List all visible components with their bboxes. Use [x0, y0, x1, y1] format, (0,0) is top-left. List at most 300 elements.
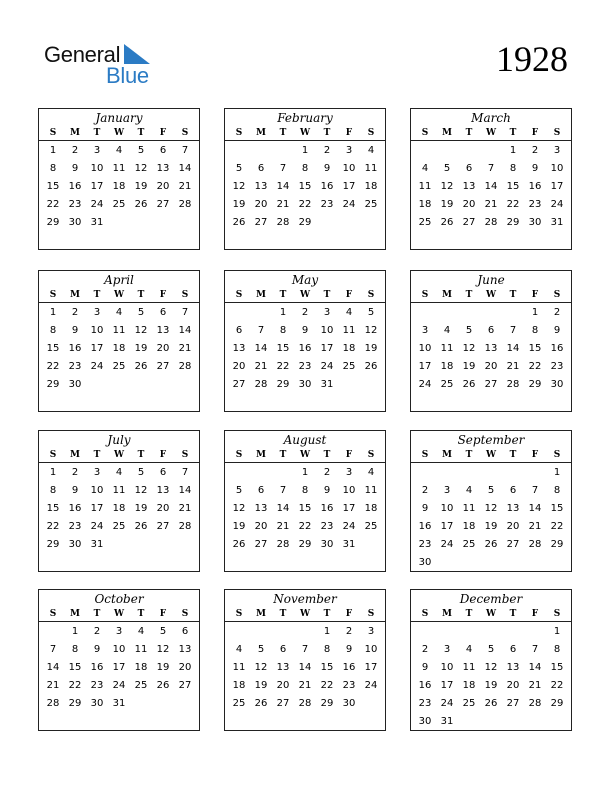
weekday-label: S [553, 128, 561, 138]
day-cell: 11 [462, 503, 476, 514]
logo-text-blue: Blue [106, 63, 149, 88]
empty-cell [524, 623, 546, 641]
day-cell: 9 [93, 644, 101, 655]
day-cell: 10 [90, 325, 104, 336]
day-cell: 14 [178, 325, 192, 336]
day-cell: 15 [320, 662, 334, 673]
weekday-label: M [256, 128, 266, 138]
day-cell: 5 [487, 644, 495, 655]
day-cell: 31 [90, 217, 104, 228]
empty-cell [250, 623, 272, 641]
empty-cell [458, 304, 480, 322]
day-cell: 20 [178, 662, 192, 673]
day-cell: 26 [134, 361, 148, 372]
day-cell: 22 [550, 521, 564, 532]
day-cell: 19 [156, 662, 170, 673]
day-cell: 9 [71, 485, 79, 496]
day-cell: 25 [462, 539, 476, 550]
day-cell: 27 [462, 217, 476, 228]
day-cell: 19 [440, 199, 454, 210]
month-april [38, 270, 200, 412]
day-cell: 19 [232, 521, 246, 532]
day-cell: 26 [232, 217, 246, 228]
day-cell: 9 [323, 485, 331, 496]
day-cell: 16 [68, 343, 82, 354]
day-cell: 13 [254, 181, 268, 192]
day-cell: 6 [465, 163, 473, 174]
weekday-label: T [509, 609, 517, 619]
empty-cell [250, 464, 272, 482]
weekday-label: T [465, 128, 473, 138]
day-cell: 11 [112, 163, 126, 174]
empty-cell [502, 623, 524, 641]
day-cell: 23 [418, 698, 432, 709]
day-cell: 26 [134, 199, 148, 210]
day-cell: 1 [279, 307, 287, 318]
weekday-label: F [345, 128, 353, 138]
day-grid [39, 303, 199, 394]
day-cell: 4 [443, 325, 451, 336]
day-cell: 1 [301, 145, 309, 156]
weekday-header [225, 126, 385, 141]
day-cell: 2 [421, 485, 429, 496]
day-grid [411, 622, 571, 731]
day-cell: 12 [484, 662, 498, 673]
day-cell: 11 [364, 485, 378, 496]
day-cell: 14 [178, 163, 192, 174]
month-name: July [107, 433, 131, 447]
empty-cell [480, 623, 502, 641]
weekday-label: F [531, 609, 539, 619]
day-cell: 23 [68, 361, 82, 372]
day-cell: 4 [235, 644, 243, 655]
day-cell: 1 [553, 626, 561, 637]
day-cell: 17 [440, 680, 454, 691]
day-cell: 4 [137, 626, 145, 637]
day-cell: 24 [550, 199, 564, 210]
day-cell: 10 [364, 644, 378, 655]
day-cell: 22 [46, 199, 60, 210]
day-cell: 19 [484, 521, 498, 532]
day-cell: 16 [298, 343, 312, 354]
weekday-label: W [299, 450, 311, 460]
month-november [224, 589, 386, 731]
day-cell: 25 [112, 521, 126, 532]
day-cell: 26 [440, 217, 454, 228]
day-cell: 21 [178, 181, 192, 192]
day-cell: 8 [49, 485, 57, 496]
weekday-label: M [256, 609, 266, 619]
weekday-label: T [465, 290, 473, 300]
empty-cell [228, 464, 250, 482]
empty-cell [458, 464, 480, 482]
day-cell: 3 [323, 307, 331, 318]
weekday-label: T [509, 128, 517, 138]
day-cell: 2 [323, 467, 331, 478]
weekday-label: F [345, 609, 353, 619]
day-cell: 15 [506, 181, 520, 192]
day-cell: 30 [418, 557, 432, 568]
day-grid [225, 622, 385, 713]
day-cell: 29 [550, 539, 564, 550]
day-cell: 20 [254, 521, 268, 532]
month-march [410, 108, 572, 250]
day-cell: 2 [531, 145, 539, 156]
weekday-label: T [323, 128, 331, 138]
day-cell: 1 [509, 145, 517, 156]
day-cell: 18 [418, 199, 432, 210]
day-cell: 26 [364, 361, 378, 372]
day-cell: 9 [71, 325, 79, 336]
day-cell: 23 [418, 539, 432, 550]
day-cell: 15 [46, 503, 60, 514]
day-cell: 18 [112, 503, 126, 514]
day-cell: 23 [550, 361, 564, 372]
day-cell: 24 [90, 521, 104, 532]
empty-cell [272, 142, 294, 160]
day-cell: 5 [235, 163, 243, 174]
month-august [224, 430, 386, 572]
day-cell: 25 [364, 521, 378, 532]
day-cell: 24 [440, 698, 454, 709]
day-cell: 14 [506, 343, 520, 354]
day-cell: 8 [279, 325, 287, 336]
day-cell: 7 [257, 325, 265, 336]
weekday-label: S [49, 609, 57, 619]
day-cell: 30 [418, 716, 432, 727]
day-cell: 12 [156, 644, 170, 655]
day-cell: 23 [298, 361, 312, 372]
day-cell: 17 [90, 181, 104, 192]
day-cell: 1 [71, 626, 79, 637]
month-october [38, 589, 200, 731]
day-grid [39, 463, 199, 554]
weekday-label: S [181, 450, 189, 460]
day-cell: 18 [462, 680, 476, 691]
empty-cell [272, 464, 294, 482]
day-cell: 18 [364, 181, 378, 192]
day-cell: 1 [49, 307, 57, 318]
day-cell: 13 [232, 343, 246, 354]
empty-cell [458, 623, 480, 641]
day-cell: 21 [178, 343, 192, 354]
weekday-label: S [235, 128, 243, 138]
day-cell: 6 [279, 644, 287, 655]
month-june [410, 270, 572, 412]
day-cell: 23 [90, 680, 104, 691]
day-cell: 6 [509, 485, 517, 496]
day-cell: 7 [181, 145, 189, 156]
weekday-label: W [485, 290, 497, 300]
day-cell: 1 [49, 145, 57, 156]
day-cell: 29 [506, 217, 520, 228]
day-cell: 24 [418, 379, 432, 390]
day-cell: 22 [68, 680, 82, 691]
day-cell: 29 [276, 379, 290, 390]
day-cell: 10 [90, 163, 104, 174]
day-cell: 13 [156, 485, 170, 496]
day-cell: 5 [159, 626, 167, 637]
weekday-header [225, 607, 385, 622]
logo-text-general: General [44, 42, 121, 67]
day-cell: 29 [320, 698, 334, 709]
day-cell: 10 [342, 163, 356, 174]
day-cell: 30 [550, 379, 564, 390]
weekday-label: T [509, 290, 517, 300]
weekday-label: T [137, 290, 145, 300]
weekday-header [411, 607, 571, 622]
day-cell: 17 [112, 662, 126, 673]
day-cell: 28 [528, 539, 542, 550]
day-cell: 16 [528, 181, 542, 192]
day-cell: 2 [323, 145, 331, 156]
day-cell: 18 [440, 361, 454, 372]
weekday-label: T [465, 450, 473, 460]
day-cell: 7 [301, 644, 309, 655]
day-cell: 26 [484, 698, 498, 709]
day-cell: 13 [276, 662, 290, 673]
weekday-label: F [159, 128, 167, 138]
day-cell: 19 [484, 680, 498, 691]
day-cell: 11 [462, 662, 476, 673]
day-cell: 12 [484, 503, 498, 514]
logo-triangle-icon [124, 44, 150, 64]
day-cell: 20 [156, 503, 170, 514]
day-cell: 3 [345, 145, 353, 156]
weekday-label: T [279, 609, 287, 619]
empty-cell [524, 464, 546, 482]
day-cell: 31 [320, 379, 334, 390]
day-cell: 21 [506, 361, 520, 372]
day-cell: 8 [71, 644, 79, 655]
day-grid [39, 141, 199, 232]
day-cell: 6 [159, 467, 167, 478]
day-cell: 6 [235, 325, 243, 336]
day-cell: 12 [134, 163, 148, 174]
day-cell: 24 [112, 680, 126, 691]
day-cell: 28 [178, 521, 192, 532]
empty-cell [228, 623, 250, 641]
day-cell: 19 [134, 503, 148, 514]
weekday-label: S [49, 290, 57, 300]
month-december [410, 589, 572, 731]
day-cell: 9 [323, 163, 331, 174]
day-cell: 27 [178, 680, 192, 691]
weekday-header [39, 126, 199, 141]
day-cell: 19 [134, 181, 148, 192]
weekday-label: S [421, 290, 429, 300]
weekday-label: S [235, 450, 243, 460]
weekday-label: T [137, 450, 145, 460]
day-cell: 5 [257, 644, 265, 655]
day-cell: 13 [462, 181, 476, 192]
empty-cell [502, 464, 524, 482]
day-cell: 11 [364, 163, 378, 174]
weekday-label: S [367, 290, 375, 300]
day-cell: 16 [320, 503, 334, 514]
day-cell: 11 [112, 325, 126, 336]
day-cell: 9 [531, 163, 539, 174]
day-cell: 21 [254, 361, 268, 372]
day-cell: 22 [506, 199, 520, 210]
day-cell: 29 [46, 379, 60, 390]
day-cell: 10 [90, 485, 104, 496]
empty-cell [436, 623, 458, 641]
weekday-label: M [442, 609, 452, 619]
day-cell: 20 [232, 361, 246, 372]
day-cell: 6 [509, 644, 517, 655]
empty-cell [414, 304, 436, 322]
day-cell: 26 [462, 379, 476, 390]
day-cell: 30 [298, 379, 312, 390]
weekday-label: T [137, 609, 145, 619]
day-cell: 28 [506, 379, 520, 390]
day-cell: 3 [93, 145, 101, 156]
weekday-label: M [70, 128, 80, 138]
day-cell: 4 [345, 307, 353, 318]
day-cell: 9 [421, 503, 429, 514]
day-cell: 9 [301, 325, 309, 336]
day-cell: 9 [553, 325, 561, 336]
day-cell: 25 [342, 361, 356, 372]
weekday-label: W [299, 290, 311, 300]
day-cell: 7 [531, 485, 539, 496]
weekday-label: T [323, 290, 331, 300]
day-cell: 21 [46, 680, 60, 691]
day-cell: 30 [68, 217, 82, 228]
weekday-label: W [113, 128, 125, 138]
weekday-label: S [421, 450, 429, 460]
weekday-label: M [70, 450, 80, 460]
empty-cell [480, 464, 502, 482]
day-cell: 25 [112, 361, 126, 372]
weekday-label: S [49, 450, 57, 460]
day-cell: 2 [301, 307, 309, 318]
month-september [410, 430, 572, 572]
day-cell: 17 [90, 503, 104, 514]
weekday-label: S [181, 609, 189, 619]
weekday-label: M [442, 290, 452, 300]
day-cell: 13 [156, 325, 170, 336]
day-cell: 27 [156, 361, 170, 372]
day-cell: 25 [112, 199, 126, 210]
weekday-label: F [159, 290, 167, 300]
day-cell: 18 [364, 503, 378, 514]
day-cell: 22 [528, 361, 542, 372]
day-cell: 31 [550, 217, 564, 228]
day-cell: 23 [320, 521, 334, 532]
day-cell: 22 [46, 361, 60, 372]
day-cell: 3 [93, 307, 101, 318]
day-cell: 26 [254, 698, 268, 709]
weekday-label: S [421, 128, 429, 138]
weekday-label: W [113, 609, 125, 619]
day-cell: 22 [46, 521, 60, 532]
day-cell: 2 [345, 626, 353, 637]
day-cell: 18 [112, 343, 126, 354]
day-cell: 4 [115, 467, 123, 478]
weekday-label: W [485, 128, 497, 138]
day-cell: 15 [298, 503, 312, 514]
weekday-label: T [93, 290, 101, 300]
day-cell: 28 [298, 698, 312, 709]
month-name: November [273, 592, 337, 606]
day-grid [225, 303, 385, 394]
day-cell: 15 [528, 343, 542, 354]
day-cell: 11 [440, 343, 454, 354]
day-cell: 8 [531, 325, 539, 336]
day-cell: 1 [323, 626, 331, 637]
day-cell: 29 [46, 539, 60, 550]
day-cell: 27 [156, 521, 170, 532]
day-cell: 31 [440, 716, 454, 727]
day-cell: 27 [484, 379, 498, 390]
weekday-label: S [367, 450, 375, 460]
day-cell: 8 [301, 163, 309, 174]
day-cell: 21 [298, 680, 312, 691]
day-cell: 10 [342, 485, 356, 496]
day-cell: 4 [465, 485, 473, 496]
generalblue-logo [44, 42, 164, 90]
day-cell: 9 [345, 644, 353, 655]
day-cell: 2 [421, 644, 429, 655]
day-cell: 4 [421, 163, 429, 174]
day-cell: 18 [112, 181, 126, 192]
weekday-label: W [113, 450, 125, 460]
day-cell: 15 [550, 662, 564, 673]
day-cell: 26 [134, 521, 148, 532]
day-cell: 8 [553, 485, 561, 496]
day-cell: 21 [178, 503, 192, 514]
day-cell: 3 [553, 145, 561, 156]
month-name: April [104, 273, 134, 287]
day-cell: 9 [421, 662, 429, 673]
day-cell: 12 [134, 325, 148, 336]
weekday-label: S [553, 290, 561, 300]
day-cell: 30 [320, 539, 334, 550]
day-cell: 24 [364, 680, 378, 691]
day-cell: 3 [443, 644, 451, 655]
day-cell: 19 [232, 199, 246, 210]
day-cell: 10 [550, 163, 564, 174]
day-cell: 27 [276, 698, 290, 709]
month-name: February [277, 111, 333, 125]
day-cell: 25 [440, 379, 454, 390]
weekday-label: F [531, 290, 539, 300]
day-cell: 7 [531, 644, 539, 655]
day-cell: 28 [276, 539, 290, 550]
day-cell: 28 [178, 199, 192, 210]
day-cell: 26 [156, 680, 170, 691]
day-cell: 14 [276, 503, 290, 514]
month-january [38, 108, 200, 250]
day-cell: 20 [254, 199, 268, 210]
day-cell: 8 [49, 325, 57, 336]
day-cell: 22 [276, 361, 290, 372]
month-name: August [283, 433, 327, 447]
day-cell: 17 [364, 662, 378, 673]
weekday-label: W [485, 450, 497, 460]
day-cell: 18 [462, 521, 476, 532]
weekday-header [411, 126, 571, 141]
day-cell: 17 [342, 181, 356, 192]
weekday-label: S [553, 609, 561, 619]
day-cell: 24 [440, 539, 454, 550]
weekday-label: T [279, 290, 287, 300]
day-cell: 13 [254, 503, 268, 514]
day-cell: 7 [279, 163, 287, 174]
day-cell: 25 [462, 698, 476, 709]
